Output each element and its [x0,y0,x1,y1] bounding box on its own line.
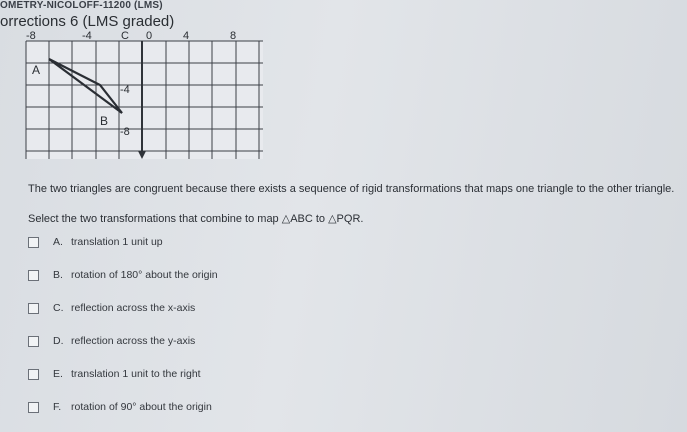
assignment-title: orrections 6 (LMS graded) [0,13,175,30]
checkbox-c[interactable] [28,303,39,314]
graph-background [26,41,263,159]
option-text: reflection across the x-axis [71,302,196,314]
option-letter: E. [53,368,63,380]
checkbox-a[interactable] [28,237,39,248]
option-c[interactable] [28,301,195,315]
option-letter: C. [53,302,64,314]
coordinate-graph [26,30,263,159]
point-label-c: C [121,30,129,42]
option-letter: B. [53,269,63,281]
tick-label-x-neg4: -4 [82,30,92,42]
tick-label-x-0: 0 [146,30,153,42]
question-stem: The two triangles are congruent because there exists a sequence of rigid transformations that maps one triangle to the other triangle. [28,183,675,195]
point-label-b: B [100,114,109,128]
tick-label-x-4: 4 [183,30,190,42]
option-e[interactable] [28,367,201,381]
option-text: rotation of 180° about the origin [71,269,218,281]
course-title: OMETRY-NICOLOFF-11200 (LMS) [0,0,163,11]
option-a[interactable] [28,235,163,249]
tick-label-x-neg8: -8 [26,30,36,42]
checkbox-b[interactable] [28,270,39,281]
point-label-a: A [32,63,41,77]
graph-svg [26,30,263,159]
option-letter: F. [53,401,62,413]
option-text: reflection across the y-axis [71,335,196,347]
tick-label-y-neg4: -4 [120,84,130,96]
question-prompt: Select the two transformations that combine to map △ABC to △PQR. [28,213,364,225]
option-f[interactable] [28,400,212,414]
checkbox-e[interactable] [28,369,39,380]
checkbox-f[interactable] [28,402,39,413]
tick-label-x-8: 8 [230,30,237,42]
option-text: translation 1 unit up [71,236,163,248]
option-text: translation 1 unit to the right [71,368,201,380]
tick-label-y-neg8: -8 [120,126,130,138]
option-text: rotation of 90° about the origin [71,401,212,413]
option-d[interactable] [28,334,195,348]
option-letter: D. [53,335,64,347]
option-letter: A. [53,236,63,248]
checkbox-d[interactable] [28,336,39,347]
option-b[interactable] [28,268,218,282]
